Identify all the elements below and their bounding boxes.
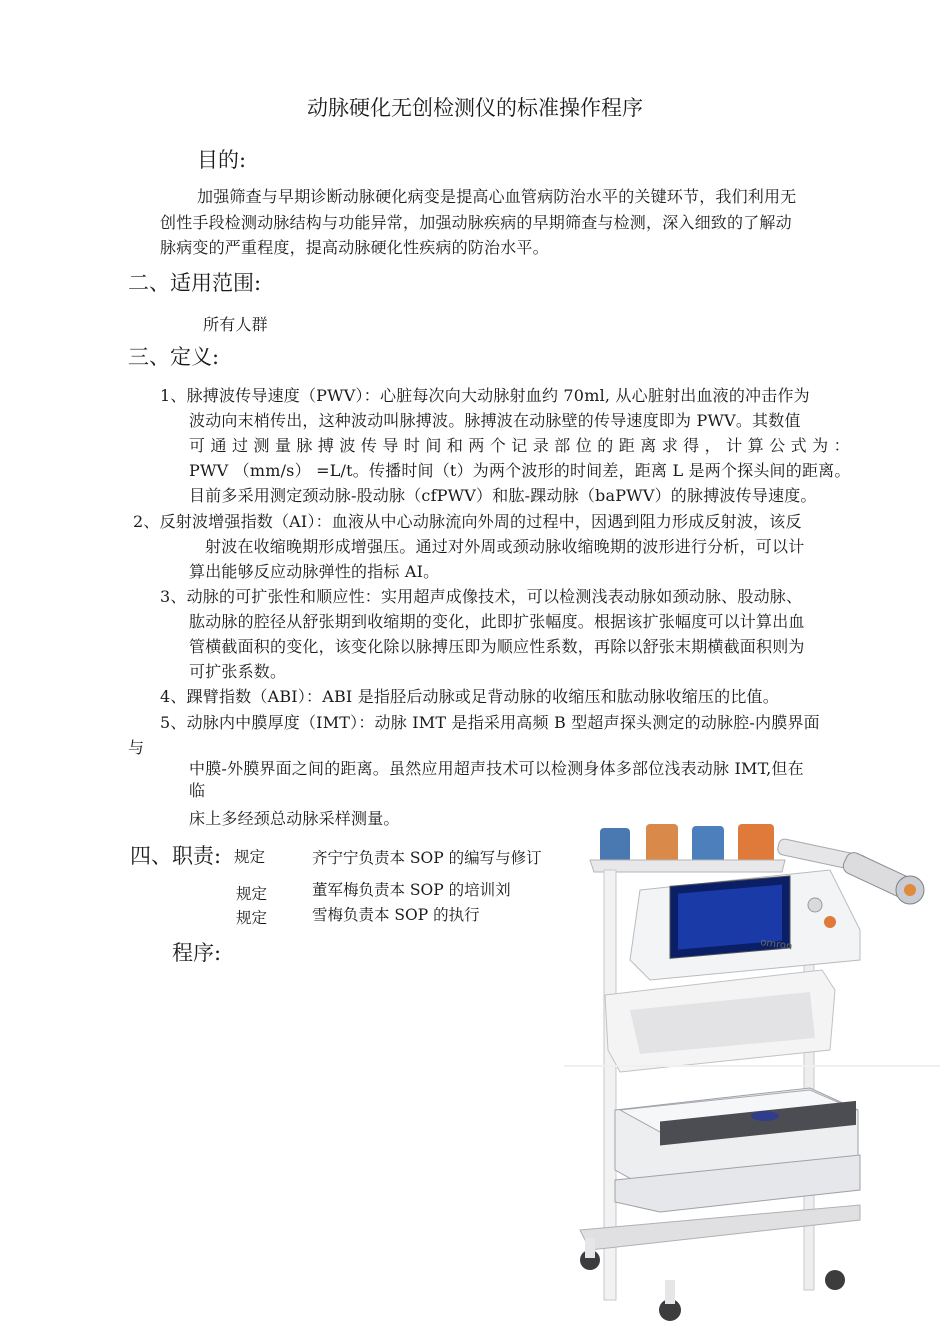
definition-line: 临 <box>189 781 206 800</box>
definition-line: 射波在收缩晚期形成增强压。通过对外周或颈动脉收缩晚期的波形进行分析，可以计 <box>205 537 805 556</box>
scope-heading: 二、适用范围: <box>128 271 262 295</box>
page-title: 动脉硬化无创检测仪的标准操作程序 <box>307 96 643 120</box>
purpose-line: 加强筛查与早期诊断动脉硬化病变是提高心血管病防治水平的关键环节，我们利用无 <box>197 187 797 206</box>
purpose-heading: 目的: <box>197 148 247 172</box>
duty-label: 规定 <box>234 848 266 866</box>
definition-line: 管横截面积的变化，该变化除以脉搏压即为顺应性系数，再除以舒张末期横截面积则为 <box>189 637 805 656</box>
procedure-heading: 程序: <box>172 941 222 965</box>
definition-line: PWV （mm/s） =L/t。传播时间（t）为两个波形的时间差，距离 L 是两个探头间的距离。 <box>189 461 851 480</box>
definition-line: 算出能够反应动脉弹性的指标 AI。 <box>189 562 440 581</box>
device-cart-image <box>560 810 945 1340</box>
definition-line: 1、脉搏波传导速度（PWV）：心脏每次向大动脉射血约 70ml, 从心脏射出血液的冲击作为 <box>160 386 810 405</box>
definition-line: 波动向末梢传出，这种波动叫脉搏波。脉搏波在动脉壁的传导速度即为 PWV。其数值 <box>189 411 801 430</box>
duty-text: 雪梅负责本 SOP 的执行 <box>312 906 480 924</box>
definition-line: 4、踝臂指数（ABI）：ABI 是指胫后动脉或足背动脉的收缩压和肱动脉收缩压的比值。 <box>160 687 779 706</box>
definition-line: 可 通 过 测 量 脉 搏 波 传 导 时 间 和 两 个 记 录 部 位 的 距 离 求 得 ， 计 算 公 式 为 ： <box>189 436 850 455</box>
duties-heading: 四、职责: <box>130 844 222 868</box>
purpose-line: 创性手段检测动脉结构与功能异常，加强动脉疾病的早期筛查与检测，深入细致的了解动 <box>160 213 792 232</box>
definition-line: 2、反射波增强指数（AI）：血液从中心动脉流向外周的过程中，因遇到阻力形成反射波，该反 <box>133 512 802 531</box>
definition-line: 目前多采用测定颈动脉-股动脉（cfPWV）和肱-踝动脉（baPWV）的脉搏波传导速度。 <box>189 486 817 505</box>
definition-line: 肱动脉的腔径从舒张期到收缩期的变化，此即扩张幅度。根据该扩张幅度可以计算出血 <box>189 612 805 631</box>
definition-line: 与 <box>128 738 145 757</box>
duty-text: 董军梅负责本 SOP 的培训刘 <box>312 881 511 899</box>
definition-line: 3、动脉的可扩张性和顺应性：实用超声成像技术，可以检测浅表动脉如颈动脉、股动脉、 <box>160 587 803 606</box>
duty-label: 规定 <box>236 909 268 927</box>
printer <box>615 1088 860 1212</box>
definition-line: 5、动脉内中膜厚度（IMT）：动脉 IMT 是指采用高频 B 型超声探头测定的动脉腔-内膜界面 <box>160 713 820 732</box>
monitor-unit <box>630 870 860 980</box>
brand-logo: omron <box>759 937 794 953</box>
definitions-heading: 三、定义: <box>128 345 220 369</box>
purpose-line: 脉病变的严重程度，提高动脉硬化性疾病的防治水平。 <box>160 238 549 257</box>
definition-line: 可扩张系数。 <box>189 662 287 681</box>
duty-text: 齐宁宁负责本 SOP 的编写与修订 <box>312 849 542 867</box>
duty-label: 规定 <box>236 885 268 903</box>
definition-line: 中膜-外膜界面之间的距离。虽然应用超声技术可以检测身体多部位浅表动脉 IMT,但在 <box>189 759 804 778</box>
definition-line: 床上多经颈总动脉采样测量。 <box>189 809 400 828</box>
scope-text: 所有人群 <box>203 315 268 334</box>
